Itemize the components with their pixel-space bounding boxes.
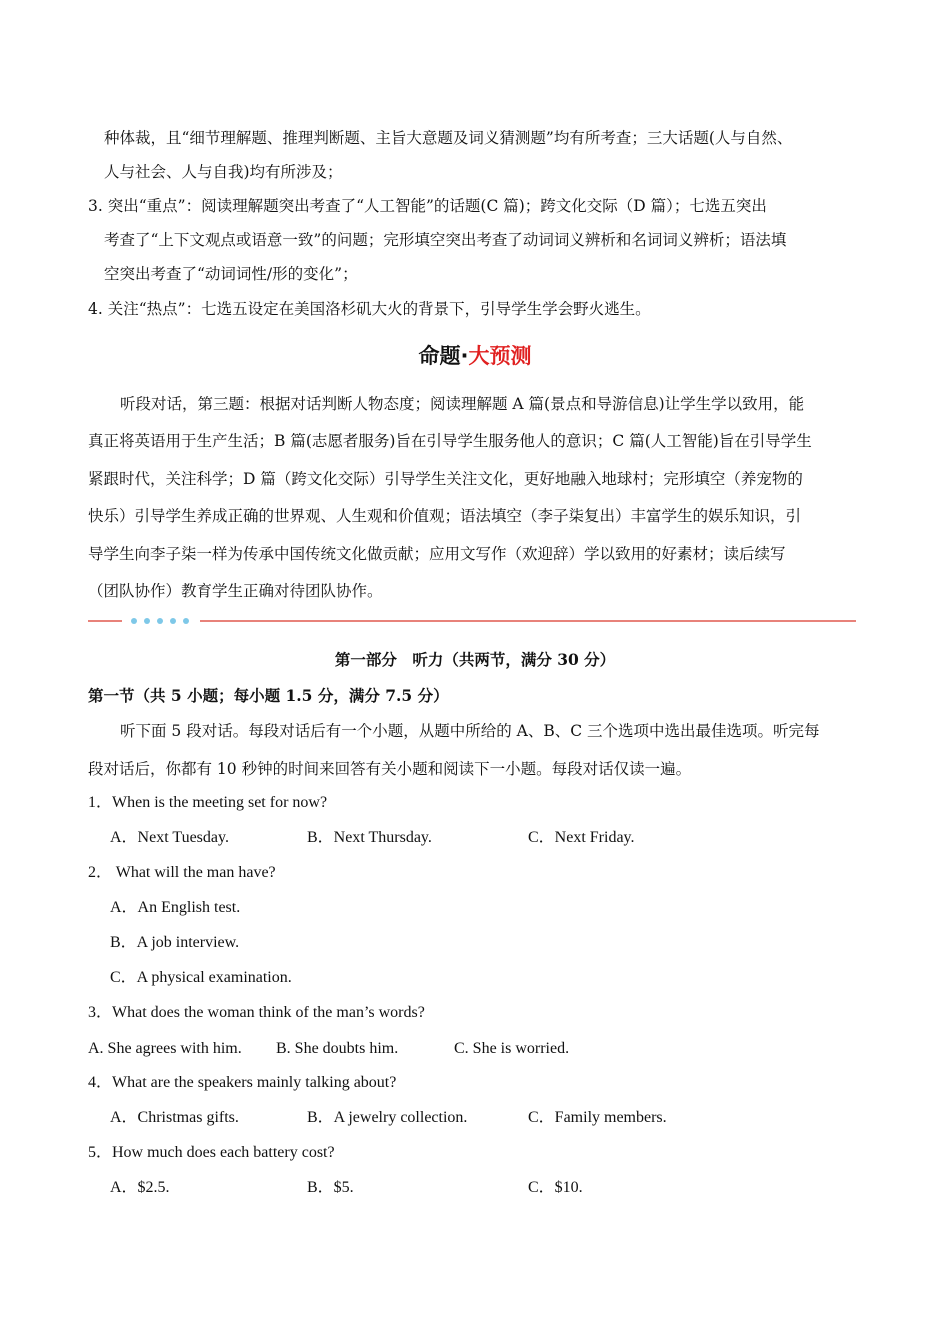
question-4-option-c: C．Family members. — [528, 1109, 667, 1126]
question-1-option-a: A．Next Tuesday. — [110, 829, 229, 846]
question-3-option-b: B. She doubts him. — [276, 1040, 399, 1057]
prediction-line-1: 听段对话，第三题：根据对话判断人物态度；阅读理解题 A 篇(景点和导游信息)让学生学以致用，能 — [120, 395, 805, 413]
question-2-option-b: B．A job interview. — [110, 934, 240, 951]
summary-line-2: 人与社会、人与自我)均有所涉及； — [104, 163, 343, 181]
divider-dot — [144, 618, 150, 624]
summary-point-4: 4. 关注“热点”：七选五设定在美国洛杉矶大火的背景下，引导学生学会野火逃生。 — [88, 300, 651, 318]
prediction-line-6: （团队协作）教育学生正确对待团队协作。 — [88, 582, 383, 600]
question-5-option-b: B．$5. — [307, 1179, 354, 1196]
prediction-title — [0, 340, 950, 370]
divider-right-line — [200, 620, 856, 622]
prediction-line-5: 导学生向李子柒一样为传承中国传统文化做贡献；应用文写作（欢迎辞）学以致用的好素材；读后续写 — [88, 545, 786, 563]
divider-dot — [170, 618, 176, 624]
question-1-option-b: B．Next Thursday. — [307, 829, 432, 846]
summary-line-1: 种体裁，且“细节理解题、推理判断题、主旨大意题及词义猜测题”均有所考查；三大话题(人与自然、 — [104, 129, 793, 147]
summary-line-5: 空突出考查了“动词词性/形的变化”； — [104, 265, 358, 283]
question-5-stem: 5．How much does each battery cost? — [88, 1144, 335, 1161]
question-1-option-c: C．Next Friday. — [528, 829, 635, 846]
question-4-stem: 4．What are the speakers mainly talking about? — [88, 1074, 397, 1091]
question-3-option-a: A. She agrees with him. — [88, 1040, 242, 1057]
question-4-option-a: A．Christmas gifts. — [110, 1109, 239, 1126]
divider-dot — [183, 618, 189, 624]
title-red-part: 大预测 — [468, 344, 532, 368]
instructions-line-2: 段对话后，你都有 10 秒钟的时间来回答有关小题和阅读下一小题。每段对话仅读一遍。 — [88, 760, 692, 778]
divider-dot — [131, 618, 137, 624]
prediction-line-3: 紧跟时代，关注科学；D 篇（跨文化交际）引导学生关注文化，更好地融入地球村；完形填空（养宠物的 — [88, 470, 803, 488]
divider-left-line — [88, 620, 122, 622]
divider-dot — [157, 618, 163, 624]
title-black-part: 命题· — [418, 344, 469, 368]
section-divider — [88, 618, 856, 624]
question-4-option-b: B．A jewelry collection. — [307, 1109, 468, 1126]
question-2-stem: 2． What will the man have? — [88, 864, 276, 881]
question-3-option-c: C. She is worried. — [454, 1040, 570, 1057]
prediction-line-4: 快乐）引导学生养成正确的世界观、人生观和价值观；语法填空（李子柒复出）丰富学生的娱乐知识，引 — [88, 507, 802, 525]
question-3-stem: 3．What does the woman think of the man’s words? — [88, 1004, 425, 1021]
summary-point-3: 3. 突出“重点”：阅读理解题突出考查了“人工智能”的话题(C 篇)；跨文化交际（D 篇）；七选五突出 — [88, 197, 767, 215]
prediction-line-2: 真正将英语用于生产生活；B 篇(志愿者服务)旨在引导学生服务他人的意识；C 篇(人工智能)旨在引导学生 — [88, 432, 812, 450]
part-heading: 第一部分 听力（共两节，满分 30 分） — [334, 650, 616, 669]
question-2-option-a: A．An English test. — [110, 899, 241, 916]
section-heading: 第一节（共 5 小题；每小题 1.5 分，满分 7.5 分） — [88, 686, 449, 705]
question-1-stem: 1．When is the meeting set for now? — [88, 794, 328, 811]
question-5-option-a: A．$2.5. — [110, 1179, 170, 1196]
question-2-option-c: C．A physical examination. — [110, 969, 292, 986]
summary-line-4: 考查了“上下文观点或语意一致”的问题；完形填空突出考查了动词词义辨析和名词词义辨析；语法填 — [104, 231, 787, 249]
instructions-line-1: 听下面 5 段对话。每段对话后有一个小题，从题中所给的 A、B、C 三个选项中选出最佳选项。听完每 — [120, 722, 820, 740]
question-5-option-c: C．$10. — [528, 1179, 583, 1196]
